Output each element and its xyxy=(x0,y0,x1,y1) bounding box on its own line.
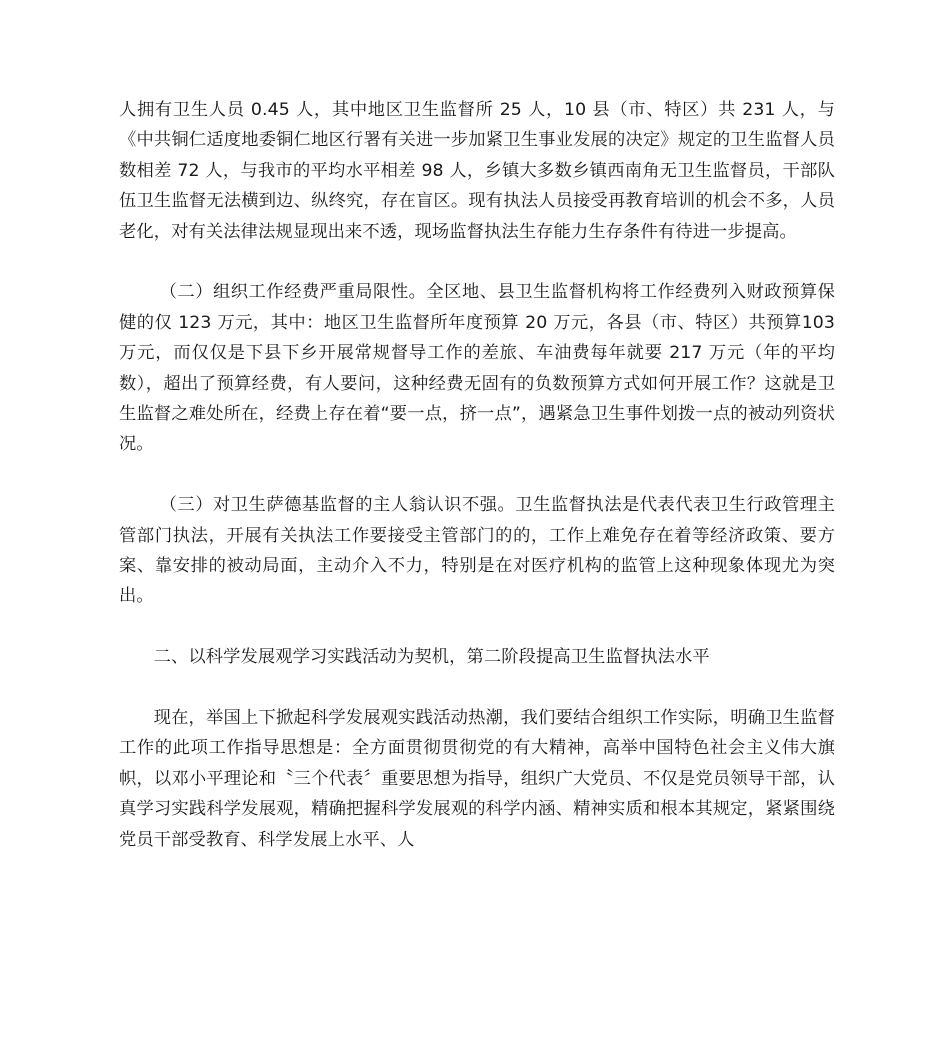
paragraph-gap xyxy=(119,460,835,490)
paragraph-gap xyxy=(119,247,835,277)
paragraph-gap xyxy=(119,673,835,703)
paragraph-gap xyxy=(119,612,835,642)
paragraph-staffing-shortage: 人拥有卫生人员 0.45 人，其中地区卫生监督所 25 人，10 县（市、特区）共 231 人，与《中共铜仁适度地委铜仁地区行署有关进一步加紧卫生事业发展的决定》规定的卫生监督人员数相差 72 人，与我市的平均水平相差 98 人，乡镇大多数乡镇西南角无卫生监督员，干部队伍卫生监督无法横到边、纵终究，存在盲区。现有执法人员接受再教育培训的机会不多，人员老化，对有关法律法规显现出来不透，现场监督执法生存能力生存条件有待进一步提高。 xyxy=(119,100,835,242)
paragraph-guiding-ideology: 现在，举国上下掀起科学发展观实践活动热潮，我们要结合组织工作实际，明确卫生监督工作的此项工作指导思想是：全方面贯彻贯彻党的有大精神，高举中国特色社会主义伟大旗帜，以邓小平理论和〝三个代表〞重要思想为指导，组织广大党员、不仅是党员领导干部，认真学习实践科学发展观，精确把握科学发展观的科学内涵、精神实质和根本其规定，紧紧围绕党员干部受教育、科学发展上水平、人 xyxy=(119,708,835,850)
section-heading-two: 二、以科学发展观学习实践活动为契机，第二阶段提高卫生监督执法水平 xyxy=(153,647,710,668)
paragraph-ownership-awareness: （三）对卫生萨德基监督的主人翁认识不强。卫生监督执法是代表代表卫生行政管理主管部门执法，开展有关执法工作要接受主管部门的的，工作上难免存在着等经济政策、要方案、靠安排的被动局面，主动介入不力，特别是在对医疗机构的监管上这种现象体现尤为突出。 xyxy=(119,495,835,607)
paragraph-funding-limitation: （二）组织工作经费严重局限性。全区地、县卫生监督机构将工作经费列入财政预算保健的仅 123 万元，其中：地区卫生监督所年度预算 20 万元，各县（市、特区）共预算103 万元，而仅仅是下县下乡开展常规督导工作的差旅、车油费每年就要 217 万元（年的平均数），超出了预算经费，有人要问，这种经费无固有的负数预算方式如何开展工作？这就是卫生监督之难处所在，经费上存在着“要一点，挤一点”，遇紧急卫生事件划拨一点的被动列资状况。 xyxy=(119,282,835,455)
document-page xyxy=(119,95,835,855)
